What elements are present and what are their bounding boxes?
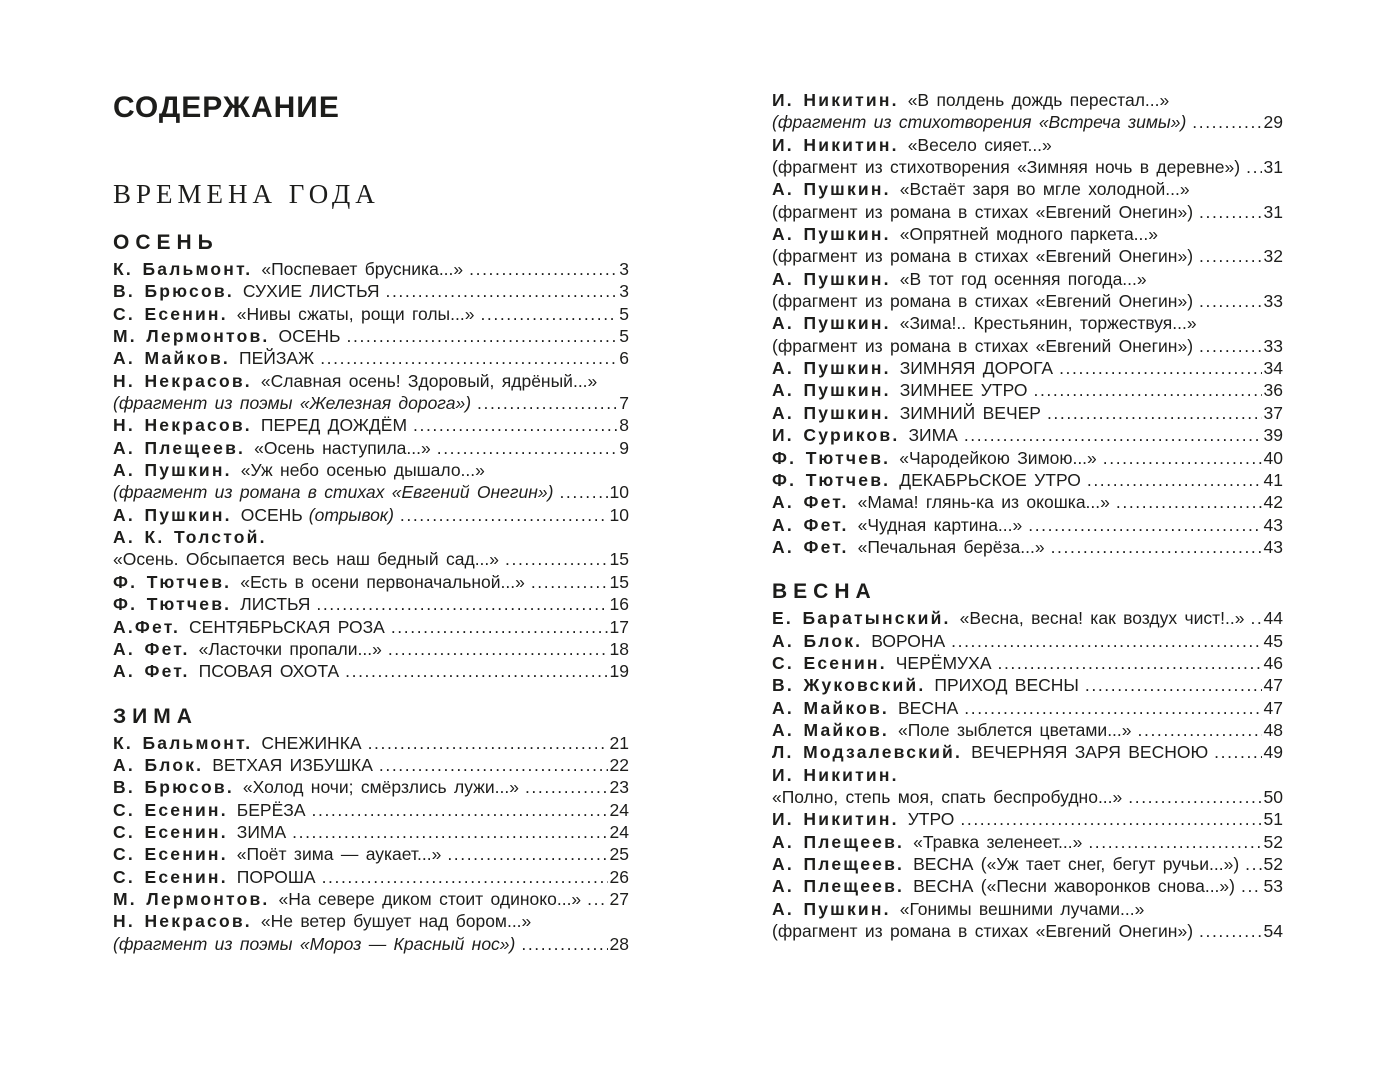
entry-author: А. Фет. — [772, 492, 849, 513]
dot-leader — [400, 504, 608, 526]
entry-title: ПРИХОД ВЕСНЫ — [934, 675, 1079, 696]
entry-title: «В тот год осенняя погода...» — [899, 268, 1147, 289]
entry-author: И. Никитин. — [772, 90, 899, 110]
entry-author: В. Брюсов. — [113, 777, 234, 798]
entry-title: «На севере диком стоит одиноко...» — [278, 888, 582, 909]
dot-leader — [1103, 447, 1262, 469]
entry-author: А. Майков. — [113, 348, 230, 369]
entry-author: А. Пушкин. — [772, 402, 891, 423]
entry-title: «Печальная берёза...» — [857, 536, 1045, 557]
dot-leader — [525, 776, 608, 798]
toc-entry — [772, 898, 1283, 920]
entry-title: «Гонимы вешними лучами...» — [899, 898, 1145, 919]
entry-title: «Холод ночи; смёрзлись лужи...» — [242, 777, 519, 798]
entry-title: «Травка зеленеет...» — [913, 831, 1083, 852]
page-number: 6 — [619, 348, 629, 369]
entry-title: «Осень. Обсыпается весь наш бедный сад...» — [113, 549, 500, 570]
page-number: 24 — [609, 799, 629, 820]
dot-leader — [447, 843, 607, 865]
entry-title: ЗИМНИЙ ВЕЧЕР — [899, 402, 1041, 423]
entry-title: ПЕРЕД ДОЖДЁМ — [260, 415, 408, 436]
section-heading: ОСЕНЬ — [113, 231, 219, 254]
entry-title: ОСЕНЬ — [240, 504, 303, 525]
dot-leader — [1138, 719, 1262, 741]
toc-entry — [113, 799, 629, 821]
page-number: 36 — [1263, 380, 1283, 401]
toc-entry — [772, 312, 1283, 334]
entry-author: А. Пушкин. — [772, 179, 891, 200]
entry-author: А. Пушкин. — [113, 504, 232, 525]
entry-author: Н. Некрасов. — [113, 415, 252, 436]
toc-entry — [772, 719, 1283, 741]
dot-leader — [368, 732, 608, 754]
page-number: 3 — [619, 281, 629, 302]
page-number: 54 — [1263, 921, 1283, 942]
page-number: 24 — [609, 821, 629, 842]
entry-title: «Полно, степь моя, спать беспробудно...» — [772, 786, 1123, 807]
entry-title: «Зима!.. Крестьянин, торжествуя...» — [899, 313, 1197, 334]
toc-entry — [113, 526, 629, 548]
toc-entry — [772, 875, 1283, 897]
toc-entry — [113, 459, 629, 481]
dot-leader — [312, 799, 608, 821]
entry-title: (фрагмент из романа в стихах «Евгений Онегин») — [772, 246, 1194, 267]
toc-entry — [113, 392, 629, 414]
dot-leader — [1116, 491, 1262, 513]
toc-entry — [772, 764, 1283, 786]
dot-leader — [1085, 674, 1262, 696]
entry-fragment: (фрагмент из поэмы «Железная дорога») — [113, 393, 472, 414]
toc-entry — [772, 290, 1283, 312]
page-title: СОДЕРЖАНИЕ — [113, 91, 340, 124]
toc-entry — [113, 593, 629, 615]
dot-leader — [292, 821, 607, 843]
dot-leader — [316, 593, 607, 615]
toc-entry — [772, 831, 1283, 853]
page-number: 49 — [1263, 742, 1283, 763]
toc-entry — [113, 347, 629, 369]
page-number: 7 — [619, 393, 629, 414]
page-number: 9 — [619, 437, 629, 458]
entry-author: Л. Модзалевский. — [772, 742, 963, 763]
entry-author: С. Есенин. — [113, 844, 228, 865]
entry-author: А. Фет. — [113, 638, 190, 659]
toc-entry — [772, 741, 1283, 763]
dot-leader — [1241, 875, 1262, 897]
entry-author: С. Есенин. — [772, 652, 887, 673]
dot-leader — [345, 660, 607, 682]
dot-leader — [1028, 514, 1261, 536]
toc-entry — [113, 325, 629, 347]
toc-entry — [772, 853, 1283, 875]
entry-title: «Чародейкою Зимою...» — [899, 447, 1097, 468]
part-title: ВРЕМЕНА ГОДА — [113, 179, 380, 209]
entry-title: ЗИМА — [236, 821, 287, 842]
entry-author: А. Фет. — [113, 661, 190, 682]
entry-title: ВЕСНА («Песни жаворонков снова...») — [913, 876, 1235, 897]
entry-author: А. Плещеев. — [113, 437, 246, 458]
entry-title: «Опрятней модного паркета...» — [899, 224, 1158, 245]
entry-title: (фрагмент из романа в стихах «Евгений Онегин») — [772, 335, 1194, 356]
page-number: 39 — [1263, 425, 1283, 446]
entry-title: (фрагмент из романа в стихах «Евгений Онегин») — [772, 201, 1194, 222]
entry-fragment: (отрывок) — [308, 504, 394, 525]
entry-author: А. Пушкин. — [772, 358, 891, 379]
entry-author: Н. Некрасов. — [113, 370, 252, 391]
page-number: 43 — [1263, 536, 1283, 557]
page-number: 47 — [1263, 697, 1283, 718]
entry-author: Ф. Тютчев. — [113, 571, 232, 592]
page-number: 42 — [1263, 492, 1283, 513]
toc-entry — [772, 920, 1283, 942]
toc-entry — [772, 156, 1283, 178]
page-number: 10 — [609, 504, 629, 525]
toc-entry — [113, 821, 629, 843]
entry-author: С. Есенин. — [113, 303, 228, 324]
entry-title: «Поёт зима — аукает...» — [236, 844, 442, 865]
entry-title: «Славная осень! Здоровый, ядрёный...» — [260, 370, 598, 391]
entry-author: Ф. Тютчев. — [772, 447, 891, 468]
page-number: 52 — [1263, 854, 1283, 874]
entry-author: А. Фет. — [772, 536, 849, 557]
entry-title: ЛИСТЬЯ — [240, 594, 311, 615]
entry-title: «Нивы сжаты, рощи голы...» — [236, 303, 475, 324]
entry-title: ЧЕРЁМУХА — [895, 652, 992, 673]
entry-title: «Весна, весна! как воздух чист!..» — [959, 608, 1245, 629]
entry-title: ДЕКАБРЬСКОЕ УТРО — [899, 469, 1081, 490]
entry-author: А. Пушкин. — [772, 224, 891, 245]
dot-leader — [1250, 607, 1261, 629]
entry-title: «Есть в осени первоначальной...» — [240, 571, 525, 592]
entry-author: А. Блок. — [772, 630, 863, 651]
dot-leader — [322, 866, 608, 888]
page-number: 31 — [1263, 157, 1283, 178]
page-number: 51 — [1263, 809, 1283, 830]
toc-entry — [113, 370, 629, 392]
dot-leader — [1245, 853, 1261, 875]
dot-leader — [1088, 831, 1261, 853]
dot-leader — [413, 414, 617, 436]
dot-leader — [1199, 920, 1262, 942]
page-number: 31 — [1263, 201, 1283, 222]
entry-author: И. Никитин. — [772, 134, 899, 155]
dot-leader — [998, 652, 1262, 674]
page-number: 29 — [1263, 112, 1283, 133]
entry-title: ВЕТХАЯ ИЗБУШКА — [212, 754, 373, 775]
page-number: 33 — [1263, 291, 1283, 312]
toc-entry — [772, 491, 1283, 513]
entry-author: А. Пушкин. — [772, 898, 891, 919]
entry-title: «Чудная картина...» — [857, 514, 1023, 535]
entry-author: В. Брюсов. — [113, 281, 234, 302]
dot-leader — [505, 548, 608, 570]
entry-author: Ф. Тютчев. — [772, 469, 891, 490]
toc-entry — [113, 638, 629, 660]
dot-leader — [1059, 357, 1261, 379]
toc-entry — [772, 447, 1283, 469]
toc-entry — [113, 504, 629, 526]
entry-title: «Мама! глянь-ка из окошка...» — [857, 492, 1110, 513]
entry-author: А. Фет. — [772, 514, 849, 535]
page-number: 33 — [1263, 335, 1283, 356]
page-number: 17 — [609, 616, 629, 637]
page-number: 21 — [609, 732, 629, 753]
page-number: 8 — [619, 415, 629, 436]
toc-entry — [113, 437, 629, 459]
section-heading: ЗИМА — [113, 704, 198, 728]
entry-fragment: (фрагмент из романа в стихах «Евгений Онегин») — [113, 482, 554, 503]
entry-title: СНЕЖИНКА — [261, 732, 362, 753]
entry-author: С. Есенин. — [113, 866, 228, 887]
toc-entry — [113, 571, 629, 593]
toc-entry — [772, 536, 1283, 558]
page-number: 50 — [1263, 786, 1283, 807]
dot-leader — [1034, 379, 1262, 401]
entry-title: ОСЕНЬ — [278, 326, 341, 347]
toc-entry — [113, 888, 629, 910]
entry-author: К. Бальмонт. — [113, 732, 253, 753]
page-number: 3 — [619, 259, 629, 279]
toc-entry — [772, 786, 1283, 808]
entry-title: СУХИЕ ЛИСТЬЯ — [242, 281, 380, 302]
page-number: 15 — [609, 549, 629, 570]
page-number: 52 — [1263, 831, 1283, 852]
entry-title: «Встаёт заря во мгле холодной...» — [899, 179, 1190, 200]
toc-entry — [772, 402, 1283, 424]
page-number: 34 — [1263, 358, 1283, 379]
entry-title: «Поспевает брусника...» — [261, 259, 464, 279]
entry-title: (фрагмент из романа в стихах «Евгений Онегин») — [772, 291, 1194, 312]
dot-leader — [1128, 786, 1261, 808]
page-number: 23 — [609, 777, 629, 798]
toc-entry — [113, 481, 629, 503]
entry-title: УТРО — [907, 809, 955, 830]
entry-title: «Ласточки пропали...» — [198, 638, 382, 659]
entry-title: ВЕСНА («Уж тает снег, бегут ручьи...») — [913, 854, 1240, 874]
dot-leader — [1047, 402, 1262, 424]
toc-entry — [113, 280, 629, 302]
entry-author: А. К. Толстой. — [113, 527, 267, 548]
toc-entry — [772, 357, 1283, 379]
toc-entry — [772, 268, 1283, 290]
entry-author: А. Пушкин. — [772, 313, 891, 334]
toc-entry — [772, 697, 1283, 719]
entry-author: А.Фет. — [113, 616, 181, 637]
page-number: 41 — [1263, 469, 1283, 490]
page-number: 47 — [1263, 675, 1283, 696]
entry-author: А. Плещеев. — [772, 854, 905, 874]
page-number: 16 — [609, 594, 629, 615]
entry-title: (фрагмент из стихотворения «Зимняя ночь в деревне») — [772, 157, 1241, 178]
dot-leader — [386, 280, 618, 302]
page-number: 10 — [609, 482, 629, 503]
entry-title: ЗИМНЕЕ УТРО — [899, 380, 1028, 401]
dot-leader — [531, 571, 608, 593]
entry-author: И. Никитин. — [772, 809, 899, 830]
toc-entry — [113, 258, 629, 280]
entry-author: Ф. Тютчев. — [113, 594, 232, 615]
entry-author: В. Жуковский. — [772, 675, 926, 696]
toc-column-left — [113, 230, 629, 955]
entry-title: «Не ветер бушует над бором...» — [260, 911, 532, 932]
entry-title: СЕНТЯБРЬСКАЯ РОЗА — [189, 616, 385, 637]
dot-leader — [587, 888, 607, 910]
toc-entry — [772, 89, 1283, 111]
entry-title: ВЕЧЕРНЯЯ ЗАРЯ ВЕСНОЮ — [971, 742, 1209, 763]
toc-entry — [113, 866, 629, 888]
dot-leader — [379, 754, 608, 776]
dot-leader — [1214, 741, 1261, 763]
entry-author: К. Бальмонт. — [113, 259, 253, 279]
entry-author: А. Майков. — [772, 697, 889, 718]
dot-leader — [559, 481, 607, 503]
toc-entry — [772, 134, 1283, 156]
entry-fragment: (фрагмент из стихотворения «Встреча зимы») — [772, 112, 1187, 133]
dot-leader — [1199, 290, 1262, 312]
page-number: 45 — [1263, 630, 1283, 651]
entry-title: ПЕЙЗАЖ — [238, 348, 315, 369]
entry-title: «Осень наступила...» — [254, 437, 431, 458]
entry-title: «Уж небо осенью дышало...» — [240, 460, 485, 481]
toc-entry — [772, 630, 1283, 652]
toc-entry — [113, 303, 629, 325]
page-number: 46 — [1263, 652, 1283, 673]
page-number: 25 — [609, 844, 629, 865]
entry-title: «В полдень дождь перестал...» — [907, 90, 1170, 110]
page-number: 22 — [609, 754, 629, 775]
toc-entry — [113, 616, 629, 638]
dot-leader — [320, 347, 617, 369]
entry-title: БЕРЁЗА — [236, 799, 306, 820]
dot-leader — [347, 325, 618, 347]
page-number: 15 — [609, 571, 629, 592]
toc-column-right — [772, 89, 1283, 942]
entry-author: И. Никитин. — [772, 764, 899, 785]
page-number: 48 — [1263, 719, 1283, 740]
dot-leader — [477, 392, 617, 414]
page-number: 32 — [1263, 246, 1283, 267]
dot-leader — [1246, 156, 1261, 178]
entry-title: «Поле зыблется цветами...» — [897, 719, 1132, 740]
toc-entry — [772, 201, 1283, 223]
entry-author: Е. Баратынский. — [772, 608, 951, 629]
page-number: 53 — [1263, 876, 1283, 897]
dot-leader — [951, 630, 1261, 652]
toc-entry — [772, 652, 1283, 674]
toc-entry — [772, 379, 1283, 401]
section-heading: ВЕСНА — [772, 580, 877, 604]
toc-right-column-wrap — [772, 87, 1283, 942]
dot-leader — [1087, 469, 1262, 491]
dot-leader — [388, 638, 608, 660]
dot-leader — [960, 808, 1261, 830]
page-number: 43 — [1263, 514, 1283, 535]
toc-entry — [113, 754, 629, 776]
entry-author: М. Лермонтов. — [113, 888, 270, 909]
dot-leader — [964, 424, 1262, 446]
entry-author: С. Есенин. — [113, 799, 228, 820]
entry-author: М. Лермонтов. — [113, 326, 270, 347]
dot-leader — [437, 437, 618, 459]
dot-leader — [1051, 536, 1262, 558]
page-number: 5 — [619, 303, 629, 324]
entry-author: С. Есенин. — [113, 821, 228, 842]
toc-entry — [772, 424, 1283, 446]
toc-entry — [113, 843, 629, 865]
toc-entry — [772, 178, 1283, 200]
dot-leader — [1199, 201, 1262, 223]
toc-entry — [113, 933, 629, 955]
entry-author: А. Майков. — [772, 719, 889, 740]
entry-author: А. Плещеев. — [772, 876, 905, 897]
page-number: 27 — [609, 888, 629, 909]
toc-entry — [113, 732, 629, 754]
toc-entry — [772, 223, 1283, 245]
toc-entry — [113, 660, 629, 682]
entry-author: Н. Некрасов. — [113, 911, 252, 932]
dot-leader — [391, 616, 608, 638]
entry-title: ВЕСНА — [897, 697, 959, 718]
toc-entry — [772, 808, 1283, 830]
toc-entry — [772, 514, 1283, 536]
toc-entry — [113, 414, 629, 436]
page-number: 19 — [609, 661, 629, 682]
toc-entry — [113, 776, 629, 798]
page-number: 18 — [609, 638, 629, 659]
entry-author: А. Блок. — [113, 754, 204, 775]
entry-author: А. Пушкин. — [772, 268, 891, 289]
toc-entry — [113, 548, 629, 570]
dot-leader — [964, 697, 1261, 719]
entry-title: ЗИМНЯЯ ДОРОГА — [899, 358, 1054, 379]
dot-leader — [521, 933, 607, 955]
toc-entry — [772, 607, 1283, 629]
entry-author: А. Пушкин. — [113, 460, 232, 481]
dot-leader — [1199, 335, 1262, 357]
toc-entry — [772, 335, 1283, 357]
dot-leader — [469, 258, 617, 280]
entry-fragment: (фрагмент из поэмы «Мороз — Красный нос») — [113, 933, 516, 954]
entry-author: И. Суриков. — [772, 425, 900, 446]
page-number: 37 — [1263, 402, 1283, 423]
toc-entry — [772, 245, 1283, 267]
page-number: 26 — [609, 866, 629, 887]
page-number: 44 — [1263, 608, 1283, 629]
dot-leader — [1199, 245, 1262, 267]
toc-entry — [772, 469, 1283, 491]
entry-author: А. Плещеев. — [772, 831, 905, 852]
dot-leader — [1192, 111, 1261, 133]
entry-title: ПСОВАЯ ОХОТА — [198, 661, 340, 682]
page-number: 40 — [1263, 447, 1283, 468]
toc-entry — [772, 111, 1283, 133]
entry-title: ВОРОНА — [871, 630, 946, 651]
entry-title: ПОРОША — [236, 866, 316, 887]
entry-title: ЗИМА — [908, 425, 958, 446]
toc-left-column-wrap — [113, 92, 629, 955]
page-number: 28 — [609, 933, 629, 954]
entry-title: «Весело сияет...» — [907, 134, 1052, 155]
dot-leader — [480, 303, 617, 325]
entry-title: (фрагмент из романа в стихах «Евгений Онегин») — [772, 921, 1194, 942]
toc-entry — [772, 674, 1283, 696]
page-number: 5 — [619, 326, 629, 347]
toc-entry — [113, 910, 629, 932]
entry-author: А. Пушкин. — [772, 380, 891, 401]
